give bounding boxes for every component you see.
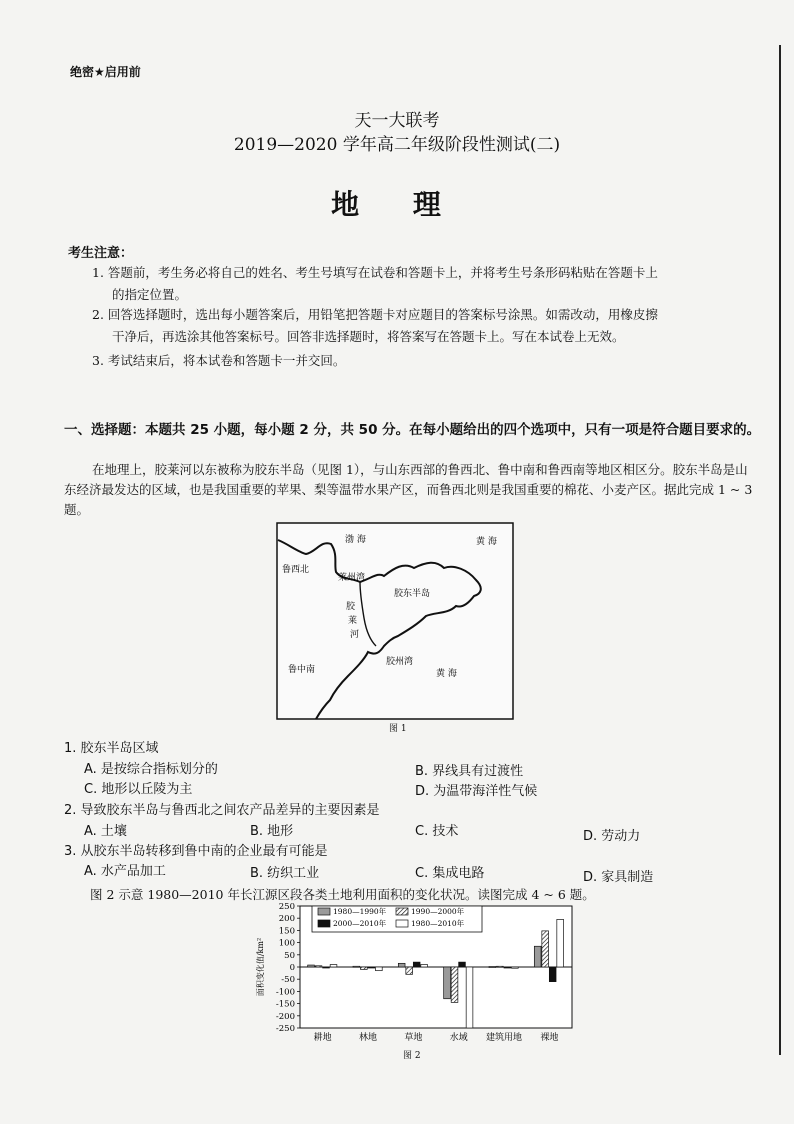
subject-title: 地 理 xyxy=(331,188,463,221)
bar-2 xyxy=(497,966,504,967)
x-category-label: 裸地 xyxy=(540,1033,559,1043)
bar-1 xyxy=(444,967,451,999)
bar-3 xyxy=(549,967,556,982)
notice-line-5: 3. 考试结束后，将本试卷和答题卡一并交回。 xyxy=(92,353,346,368)
map-label-huanghai-s: 黄 海 xyxy=(436,669,457,679)
map-label-jiaodong: 胶东半岛 xyxy=(394,589,431,599)
figure-1-caption: 图 1 xyxy=(389,724,407,734)
x-category-label: 林地 xyxy=(358,1033,378,1043)
question-3-option-c: C. 集成电路 xyxy=(415,866,485,881)
y-tick-label: 0 xyxy=(289,963,295,973)
map-figure-1 xyxy=(276,522,516,722)
bar-4 xyxy=(376,967,383,971)
question-1-stem: 1. 胶东半岛区域 xyxy=(64,741,159,756)
x-category-label: 水域 xyxy=(449,1033,468,1043)
legend-swatch-2 xyxy=(396,908,408,915)
bar-1 xyxy=(534,946,541,967)
legend-swatch-3 xyxy=(318,920,330,927)
map-label-lai: 莱 xyxy=(348,616,358,626)
y-tick-label: -50 xyxy=(281,975,295,986)
bar-1 xyxy=(489,967,496,968)
bar-chart-figure-2 xyxy=(246,900,576,1048)
x-category-label: 耕地 xyxy=(313,1033,332,1043)
question-2-option-a: A. 土壤 xyxy=(84,824,127,839)
notice-title: 考生注意： xyxy=(68,246,134,261)
confidential-mark: 绝密★启用前 xyxy=(70,65,141,79)
map-label-jiaozhouwan: 胶州湾 xyxy=(386,657,414,667)
notice-line-1: 1. 答题前，考生务必将自己的姓名、考生号填写在试卷和答题卡上，并将考生号条形码粘贴在答题卡上 xyxy=(92,265,658,280)
bar-1 xyxy=(353,966,360,967)
legend-swatch-1 xyxy=(318,908,330,915)
notice-line-2: 的指定位置。 xyxy=(112,287,188,302)
question-2-option-b: B. 地形 xyxy=(250,824,294,839)
map-label-he: 河 xyxy=(350,630,360,640)
map-frame xyxy=(277,523,513,719)
bar-4 xyxy=(330,965,337,967)
bar-4 xyxy=(557,919,564,967)
y-tick-label: 100 xyxy=(278,938,295,949)
question-1-option-a: A. 是按综合指标划分的 xyxy=(84,762,218,777)
question-3-option-a: A. 水产品加工 xyxy=(84,864,166,879)
bar-3 xyxy=(368,967,375,968)
bar-3 xyxy=(459,962,466,967)
legend-label-3: 2000—2010年 xyxy=(333,919,387,928)
bar-1 xyxy=(398,963,405,967)
bar-2 xyxy=(406,967,413,974)
x-category-label: 草地 xyxy=(404,1033,423,1043)
question-2-option-c: C. 技术 xyxy=(415,824,459,839)
notice-line-3: 2. 回答选择题时，选出每小题答案后，用铅笔把答题卡对应题目的答案标号涂黑。如需改动，用橡皮擦 xyxy=(92,307,658,322)
y-tick-label: 150 xyxy=(278,926,295,937)
question-3-option-b: B. 纺织工业 xyxy=(250,866,320,881)
bar-4 xyxy=(466,967,473,1028)
figure-2-intro: 图 2 示意 1980—2010 年长江源区段各类土地利用面积的变化状况。读图完成 4 ~ 6 题。 xyxy=(90,887,595,902)
bar-3 xyxy=(323,967,330,968)
bar-1 xyxy=(308,965,315,967)
bar-3 xyxy=(504,967,511,968)
y-tick-label: -250 xyxy=(275,1024,295,1034)
legend-label-4: 1980—2010年 xyxy=(411,919,465,928)
y-axis-label: 面积变化值/km² xyxy=(256,937,265,997)
legend-label-2: 1990—2000年 xyxy=(411,907,465,916)
map-label-luzhongnan: 鲁中南 xyxy=(288,665,316,675)
map-label-bohai: 渤 海 xyxy=(345,535,366,545)
x-category-label: 建筑用地 xyxy=(485,1033,523,1043)
y-tick-label: 50 xyxy=(284,950,295,961)
map-label-huanghai-ne: 黄 海 xyxy=(476,537,497,547)
map-label-jiao: 胶 xyxy=(346,602,356,612)
bar-2 xyxy=(315,966,322,967)
bar-2 xyxy=(361,967,368,969)
y-tick-label: 250 xyxy=(278,902,295,912)
legend-label-1: 1980—1990年 xyxy=(333,907,387,916)
bar-2 xyxy=(542,931,549,967)
question-3-stem: 3. 从胶东半岛转移到鲁中南的企业最有可能是 xyxy=(64,844,328,859)
question-3-option-d: D. 家具制造 xyxy=(583,870,654,885)
y-tick-label: -200 xyxy=(275,1011,295,1022)
map-label-luxibei: 鲁西北 xyxy=(282,565,310,575)
bar-2 xyxy=(451,967,458,1002)
question-1-option-c: C. 地形以丘陵为主 xyxy=(84,782,193,797)
y-tick-label: -100 xyxy=(275,987,295,998)
section-heading: 一、选择题：本题共 25 小题，每小题 2 分，共 50 分。在每小题给出的四个选项中，只有一项是符合题目要求的。 xyxy=(64,422,761,438)
notice-line-4: 干净后，再选涂其他答案标号。回答非选择题时，将答案写在答题卡上。写在本试卷上无效。 xyxy=(112,329,625,344)
question-1-option-d: D. 为温带海洋性气候 xyxy=(415,784,538,799)
figure-2-caption: 图 2 xyxy=(403,1051,421,1061)
passage-text: 在地理上，胶莱河以东被称为胶东半岛（见图 1），与山东西部的鲁西北、鲁中南和鲁西南等地区相区分。胶东半岛是山东经济最发达的区域，也是我国重要的苹果、梨等温带水果产区，而鲁西北则是我国重要的棉花、小麦产区。据此完成 1 ~ 3 题。 xyxy=(64,462,753,517)
exam-title: 2019—2020 学年高二年级阶段性测试(二) xyxy=(233,135,561,155)
bar-3 xyxy=(413,962,420,967)
bar-4 xyxy=(421,965,428,967)
bar-4 xyxy=(512,967,519,968)
map-label-laizhouwan: 莱州湾 xyxy=(338,573,366,583)
question-2-stem: 2. 导致胶东半岛与鲁西北之间农产品差异的主要因素是 xyxy=(64,803,380,818)
exam-org: 天一大联考 xyxy=(354,111,440,131)
y-tick-label: -150 xyxy=(275,999,295,1010)
legend-swatch-4 xyxy=(396,920,408,927)
y-tick-label: 200 xyxy=(278,914,295,925)
question-1-option-b: B. 界线具有过渡性 xyxy=(415,764,524,779)
question-2-option-d: D. 劳动力 xyxy=(583,829,641,844)
